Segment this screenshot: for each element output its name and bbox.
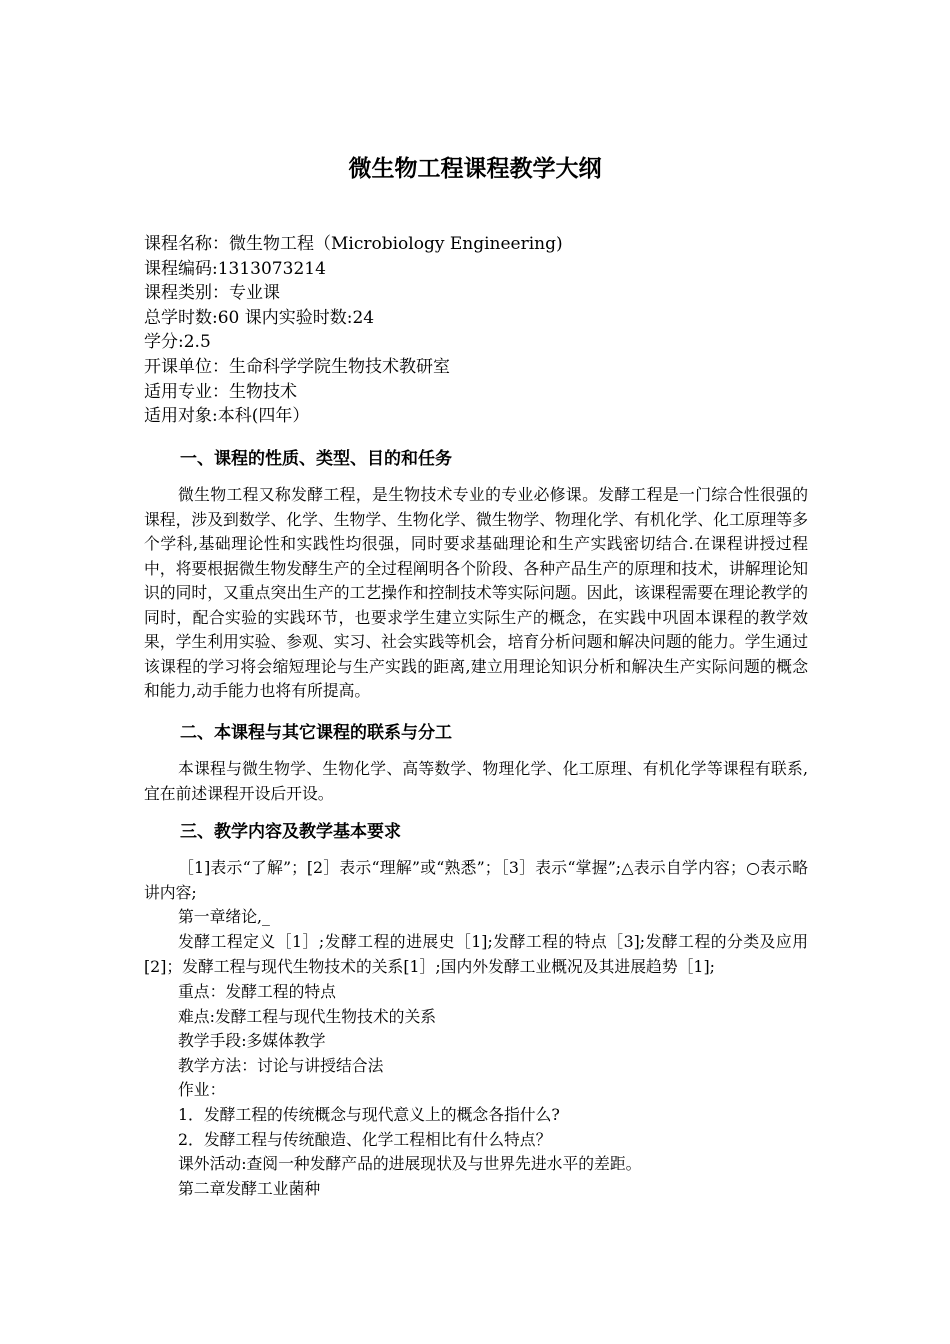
extracurricular-line: 课外活动:查阅一种发酵产品的进展现状及与世界先进水平的差距。: [178, 1154, 642, 1174]
homework-item-1: 1．发酵工程的传统概念与现代意义上的概念各指什么?: [178, 1104, 560, 1124]
section-2-heading: 二、本课程与其它课程的联系与分工: [180, 723, 452, 743]
course-major: 适用专业：生物技术: [144, 381, 297, 402]
course-name: 课程名称：微生物工程（Microbiology Engineering): [144, 234, 563, 254]
section-2-body: 本课程与微生物学、生物化学、高等数学、物理化学、化工原理、有机化学等课程有联系,宜在前述课程开设后开设。: [144, 759, 808, 803]
chapter-1-topics: 发酵工程定义［1］;发酵工程的进展史［1];发酵工程的特点［3];发酵工程的分类及应用[2]；发酵工程与现代生物技术的关系[1］;国内外发酵工业概况及其进展趋势［1];: [144, 932, 808, 976]
document-title: 微生物工程课程教学大纲: [348, 155, 602, 182]
chapter-1-details: [178, 980, 641, 1201]
teaching-means-line: 教学手段:多媒体教学: [178, 1031, 326, 1051]
course-category: 课程类别：专业课: [144, 283, 280, 304]
course-hours: 总学时数:60 课内实验时数:24: [144, 307, 375, 328]
course-audience: 适用对象:本科(四年）: [144, 406, 310, 427]
chapter-2-title: 第二章发酵工业菌种: [178, 1178, 321, 1198]
teaching-method-line: 教学方法：讨论与讲授结合法: [178, 1055, 384, 1075]
section-1-heading: 一、课程的性质、类型、目的和任务: [180, 449, 452, 469]
course-info-block: [144, 232, 824, 429]
section-3-heading: 三、教学内容及教学基本要求: [180, 822, 401, 842]
course-credits: 学分:2.5: [144, 332, 211, 353]
difficulty-line: 难点:发酵工程与现代生物技术的关系: [178, 1006, 437, 1026]
chapter-1-title: 第一章绪论,_: [178, 907, 270, 926]
key-point-line: 重点：发酵工程的特点: [178, 982, 336, 1001]
course-code: 课程编码:1313073214: [144, 258, 326, 279]
course-department: 开课单位：生命科学学院生物技术教研室: [144, 356, 450, 377]
homework-label: 作业：: [178, 1080, 226, 1100]
legend-paragraph: ［1]表示“了解”；[2］表示“理解”或“熟悉”；［3］表示“掌握”;△表示自学内容；○表示略讲内容;: [144, 858, 808, 902]
homework-item-2: 2．发酵工程与传统酿造、化学工程相比有什么特点？: [178, 1129, 552, 1149]
section-1-body: 微生物工程又称发酵工程，是生物技术专业的专业必修课。发酵工程是一门综合性很强的课程，涉及到数学、化学、生物学、生物化学、微生物学、物理化学、有机化学、化工原理等多个学科,基础理论性和实践性均很强，同时要求基础理论和生产实践密切结合.在课程讲授过程中，将要根据微生物发酵生产的全过程阐明各个阶段、各种产品生产的原理和技术，讲解理论知识的同时，又重点突出生产的工艺操作和控制技术等实际问题。因此，该课程需要在理论教学的同时，配合实验的实践环节，也要求学生建立实际生产的概念，在实践中巩固本课程的教学效果，学生利用实验、参观、实习、社会实践等机会，培育分析问题和解决问题的能力。学生通过该课程的学习将会缩短理论与生产实践的距离,建立用理论知识分析和解决生产实际问题的概念和能力,动手能力也将有所提高。: [144, 485, 808, 700]
